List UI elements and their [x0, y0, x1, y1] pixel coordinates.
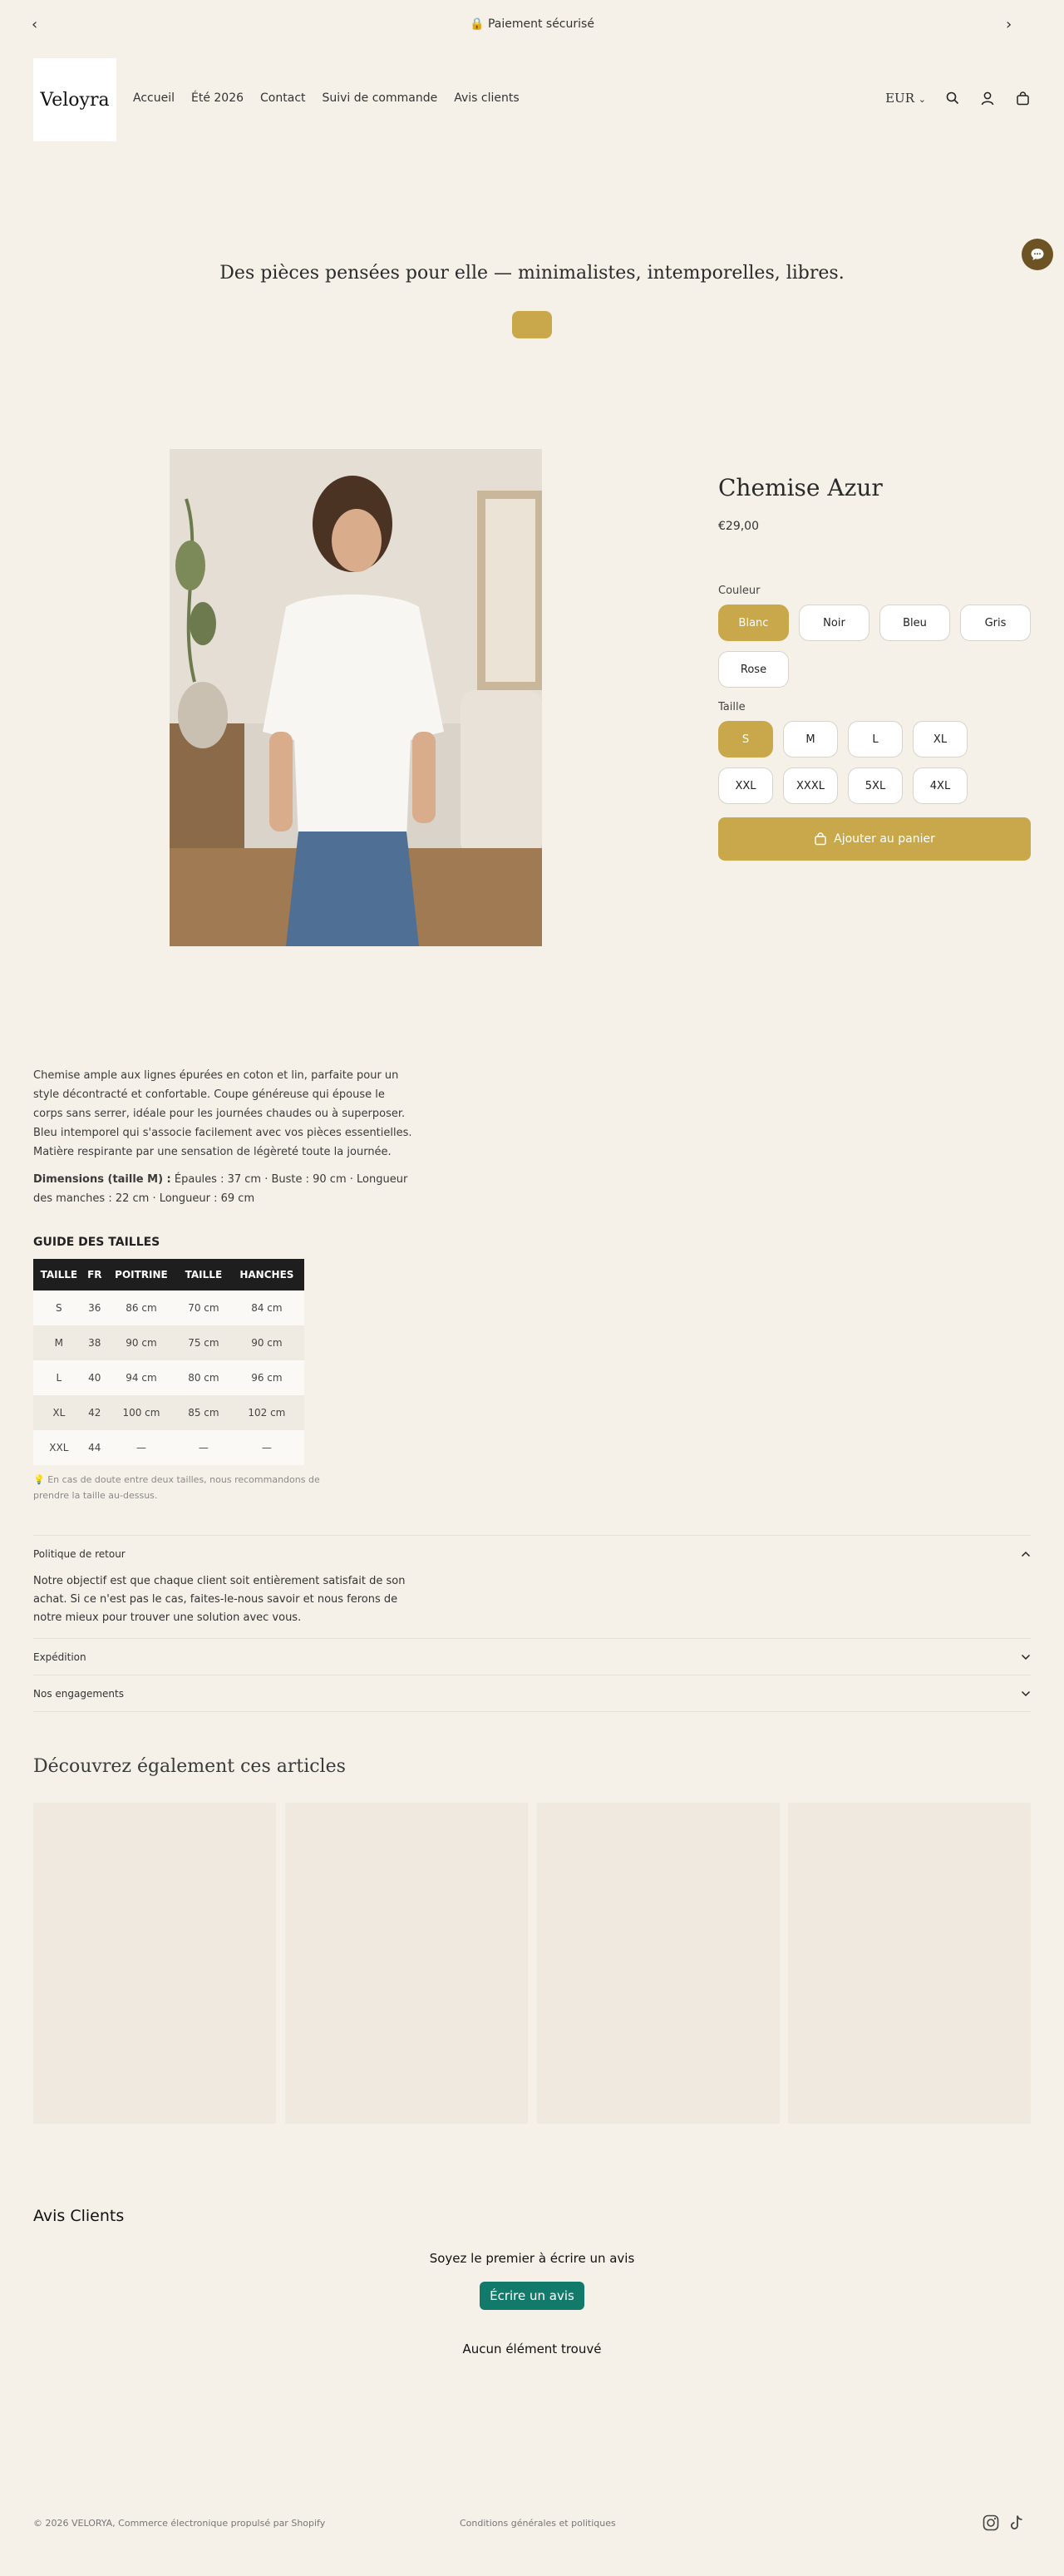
table-cell: 94 cm [105, 1360, 178, 1395]
product-price: €29,00 [718, 520, 759, 533]
add-to-cart-label: Ajouter au panier [834, 832, 935, 846]
accordion-header[interactable] [33, 1536, 1031, 1572]
chevron-down-icon: ⌄ [918, 94, 926, 105]
accordion-divider [33, 1711, 1031, 1712]
announcement-text: 🔒 Paiement sécurisé [470, 17, 594, 31]
table-header: TAILLE [178, 1259, 229, 1290]
accordion-title: Expédition [33, 1651, 86, 1663]
table-cell: 42 [85, 1395, 105, 1430]
currency-selector[interactable] [885, 91, 926, 106]
table-cell: 96 cm [229, 1360, 304, 1395]
table-cell: 90 cm [105, 1325, 178, 1360]
chevron-down-icon [1021, 1651, 1031, 1663]
reviews-empty-prompt: Soyez le premier à écrire un avis [429, 2251, 635, 2266]
size-guide-table [33, 1259, 304, 1465]
size-option-xl[interactable]: XL [913, 721, 968, 758]
table-header: HANCHES [229, 1259, 304, 1290]
instagram-icon[interactable] [983, 2514, 999, 2534]
size-option-4xl[interactable]: 4XL [913, 767, 968, 804]
table-cell: M [33, 1325, 85, 1360]
table-row [33, 1290, 304, 1325]
related-products-title: Découvrez également ces articles [33, 1756, 346, 1777]
color-option-rose[interactable]: Rose [718, 651, 789, 688]
size-option-m[interactable]: M [783, 721, 838, 758]
color-label: Couleur [718, 585, 761, 597]
search-icon[interactable] [944, 90, 961, 106]
table-cell: XXL [33, 1430, 85, 1465]
accordion-title: Nos engagements [33, 1688, 124, 1700]
color-option-gris[interactable]: Gris [960, 605, 1031, 641]
table-row [33, 1395, 304, 1430]
product-card[interactable] [33, 1803, 276, 2124]
announcement-bar [0, 0, 1064, 48]
size-label: Taille [718, 701, 746, 713]
accordion-header[interactable] [33, 1639, 1031, 1675]
nav-item-accueil[interactable]: Accueil [133, 91, 175, 105]
header-actions [885, 90, 1031, 106]
dimensions-label: Dimensions (taille M) : [33, 1173, 171, 1186]
accordion-shipping [33, 1638, 1031, 1675]
product-card[interactable] [788, 1803, 1031, 2124]
main-nav [133, 91, 520, 105]
accordion-title: Politique de retour [33, 1548, 126, 1560]
shopping-bag-icon [814, 832, 827, 846]
nav-item-avis-clients[interactable]: Avis clients [454, 91, 520, 105]
write-review-button[interactable]: Écrire un avis [480, 2282, 584, 2310]
product-photo-illustration [170, 449, 542, 946]
table-header: FR [85, 1259, 105, 1290]
account-icon[interactable] [979, 90, 996, 106]
logo[interactable]: Veloyra [33, 58, 116, 141]
table-cell: — [229, 1430, 304, 1465]
nav-item-contact[interactable]: Contact [260, 91, 306, 105]
table-cell: 102 cm [229, 1395, 304, 1430]
cart-icon[interactable] [1014, 90, 1031, 106]
table-cell: — [178, 1430, 229, 1465]
hero-button[interactable] [512, 311, 552, 338]
size-option-s[interactable]: S [718, 721, 773, 758]
tiktok-icon[interactable] [1009, 2514, 1024, 2534]
table-header: TAILLE [33, 1259, 85, 1290]
hero-tagline: Des pièces pensées pour elle — minimalistes, intemporelles, libres. [219, 263, 845, 284]
table-cell: 75 cm [178, 1325, 229, 1360]
table-cell: 85 cm [178, 1395, 229, 1430]
product-info [718, 474, 1031, 861]
table-cell: 44 [85, 1430, 105, 1465]
table-row [33, 1360, 304, 1395]
accordion-body: Notre objectif est que chaque client soit entièrement satisfait de son achat. Si ce n'est pas le cas, faites-le-nous savoir et nous ferons de notre mieux pour trouver une solution avec vous. [33, 1575, 406, 1624]
size-option-xxl[interactable]: XXL [718, 767, 773, 804]
size-option-xxxl[interactable]: XXXL [783, 767, 838, 804]
nav-item-suivi-commande[interactable]: Suivi de commande [322, 91, 438, 105]
accordion-return-policy [33, 1535, 1031, 1634]
table-cell: 70 cm [178, 1290, 229, 1325]
product-description [33, 1066, 416, 1216]
table-cell: XL [33, 1395, 85, 1430]
table-cell: L [33, 1360, 85, 1395]
add-to-cart-button[interactable] [718, 817, 1031, 861]
size-option-l[interactable]: L [848, 721, 903, 758]
table-row [33, 1325, 304, 1360]
accordion-commitments [33, 1675, 1031, 1712]
chevron-up-icon [1021, 1548, 1031, 1560]
nav-item-ete-2026[interactable]: Été 2026 [191, 91, 244, 105]
product-image[interactable] [170, 449, 542, 946]
chat-icon [1030, 247, 1045, 262]
chevron-right-icon[interactable]: › [1006, 16, 1012, 33]
table-cell: 38 [85, 1325, 105, 1360]
dimensions [33, 1170, 416, 1208]
size-option-5xl[interactable]: 5XL [848, 767, 903, 804]
table-row [33, 1430, 304, 1465]
color-option-bleu[interactable]: Bleu [879, 605, 950, 641]
description-text: Chemise ample aux lignes épurées en coton et lin, parfaite pour un style décontracté et confortable. Coupe généreuse qui épouse le corps sans serrer, idéale pour les journées chaudes ou à superposer. Bleu intemporel qui s'associe facilement avec vos pièces essentielles. Matière respirante par une sensation de légèreté toute la journée. [33, 1069, 412, 1158]
chevron-down-icon [1021, 1688, 1031, 1700]
product-title: Chemise Azur [718, 474, 883, 501]
table-cell: 90 cm [229, 1325, 304, 1360]
size-guide-title: GUIDE DES TAILLES [33, 1236, 160, 1249]
color-option-blanc[interactable]: Blanc [718, 605, 789, 641]
table-header-row [33, 1259, 304, 1290]
table-cell: 86 cm [105, 1290, 178, 1325]
reviews-title: Avis Clients [33, 2207, 125, 2225]
dimensions-value: Épaules : 37 cm · Buste : 90 cm · Longueur des manches : 22 cm · Longueur : 69 cm [33, 1173, 408, 1205]
table-cell: — [105, 1430, 178, 1465]
color-options [718, 605, 1031, 688]
currency-value: EUR [885, 91, 914, 106]
chevron-left-icon[interactable]: ‹ [32, 16, 38, 33]
social-links [983, 2514, 1024, 2534]
size-guide-note: 💡 En cas de doute entre deux tailles, nous recommandons de prendre la taille au-dessus. [33, 1474, 320, 1501]
table-cell: S [33, 1290, 85, 1325]
product-card[interactable] [285, 1803, 528, 2124]
table-header: POITRINE [105, 1259, 178, 1290]
table-cell: 84 cm [229, 1290, 304, 1325]
table-cell: 80 cm [178, 1360, 229, 1395]
table-cell: 40 [85, 1360, 105, 1395]
reviews-none-found: Aucun élément trouvé [462, 2342, 602, 2356]
product-card[interactable] [537, 1803, 780, 2124]
size-options [718, 721, 1031, 804]
site-header [33, 58, 1031, 141]
footer-policies-link[interactable]: Conditions générales et politiques [460, 2518, 616, 2529]
accordion-header[interactable] [33, 1675, 1031, 1712]
table-cell: 100 cm [105, 1395, 178, 1430]
table-cell: 36 [85, 1290, 105, 1325]
color-option-noir[interactable]: Noir [799, 605, 869, 641]
footer-copyright: © 2026 VELORYA, Commerce électronique propulsé par Shopify [33, 2518, 326, 2529]
